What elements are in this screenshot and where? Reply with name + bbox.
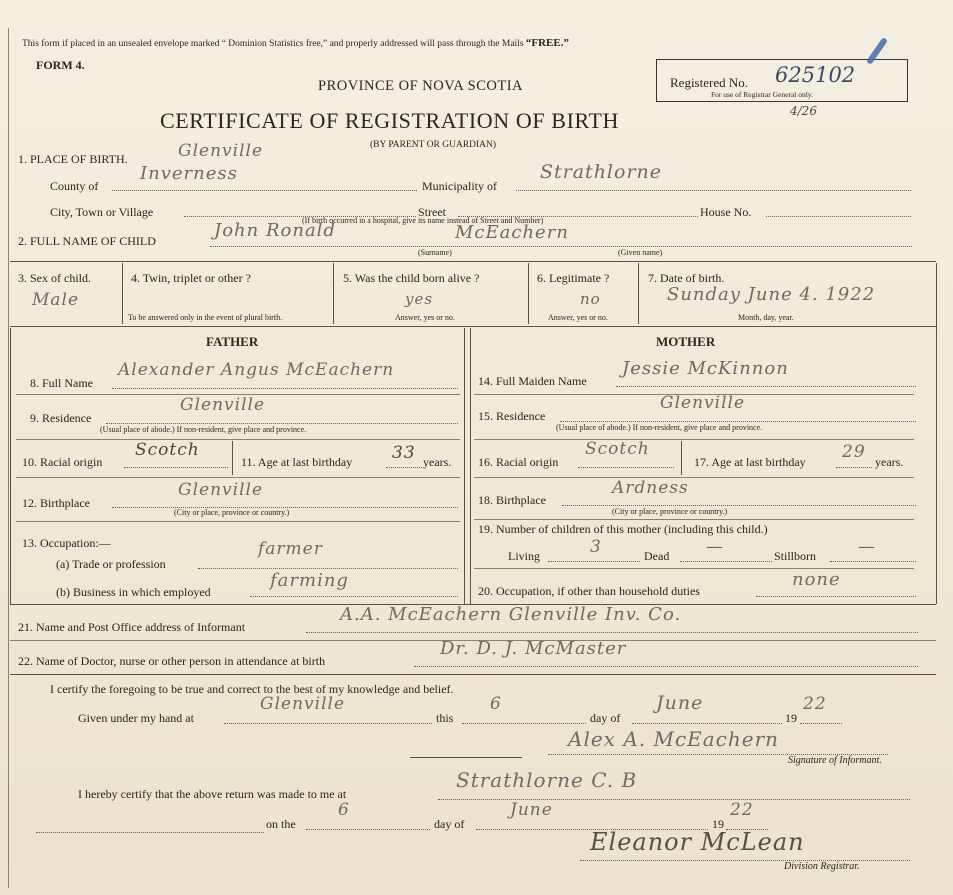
living-value: 3 xyxy=(590,537,602,557)
month-line xyxy=(632,723,782,724)
mother-birthplace-value: Ardness xyxy=(612,478,689,498)
mother-res-line xyxy=(560,421,916,422)
house-line xyxy=(766,216,911,217)
year-value: 22 xyxy=(803,694,827,714)
father-age-value: 33 xyxy=(392,443,416,463)
mother-birthplace-note: (City or place, province or country.) xyxy=(612,507,728,516)
rule xyxy=(16,477,460,478)
rule xyxy=(474,439,914,440)
mother-name-line xyxy=(616,386,916,387)
registrar-month-value: June xyxy=(510,800,553,820)
mother-racial-value: Scotch xyxy=(585,439,650,459)
trade-line xyxy=(198,568,458,569)
year-line xyxy=(800,723,842,724)
trade-value: farmer xyxy=(258,539,323,559)
sex-label: 3. Sex of child. xyxy=(18,271,91,285)
date-value: Sunday June 4. 1922 xyxy=(667,284,876,305)
mail-notice-text: This form if placed in an unsealed envelope marked “ Dominion Statistics free,” and properly addressed will pass through the Mails xyxy=(22,39,524,49)
legit-value: no xyxy=(580,290,601,308)
father-racial-value: Scotch xyxy=(135,440,200,460)
mother-name-value: Jessie McKinnon xyxy=(622,358,789,379)
registrar-signature: Eleanor McLean xyxy=(590,828,805,856)
father-name-label: 8. Full Name xyxy=(30,376,93,390)
father-birthplace-note: (City or place, province or country.) xyxy=(174,508,290,517)
registrar-day-line xyxy=(306,829,430,830)
sex-value: Male xyxy=(32,290,80,310)
hospital-note: (If birth occurred in a hospital, give its name instead of Street and Number) xyxy=(302,216,544,225)
father-age-label: 11. Age at last birthday xyxy=(241,455,353,469)
county-label: County of xyxy=(50,179,99,193)
registrar-place-line xyxy=(438,799,910,800)
informant-signature-label: Signature of Informant. xyxy=(788,755,882,766)
mother-res-note: (Usual place of abode.) If non-resident, give place and province. xyxy=(556,423,763,432)
divider xyxy=(333,263,334,324)
father-res-line xyxy=(106,423,458,424)
registrar-place-value: Strathlorne C. B xyxy=(456,768,638,792)
legit-label: 6. Legitimate ? xyxy=(537,271,610,285)
child-surname-value: McEachern xyxy=(455,222,569,243)
doctor-label: 22. Name of Doctor, nurse or other person in attendance at birth xyxy=(18,654,326,668)
alive-note: Answer, yes or no. xyxy=(395,313,455,322)
margin-mark: 4/26 xyxy=(790,104,817,118)
informant-signature: Alex A. McEachern xyxy=(568,727,780,751)
year-prefix: 19 xyxy=(785,711,797,725)
division-registrar-label: Division Registrar. xyxy=(784,861,860,872)
father-res-value: Glenville xyxy=(180,395,266,415)
father-racial-label: 10. Racial origin xyxy=(22,455,103,469)
father-res-label: 9. Residence xyxy=(30,411,92,425)
registrar-statement: I hereby certify that the above return was made to me at xyxy=(78,787,347,801)
date-note: Month, day, year. xyxy=(738,313,794,322)
mother-age-label: 17. Age at last birthday xyxy=(694,455,806,469)
mail-notice xyxy=(22,37,569,49)
living-label: Living xyxy=(508,549,540,563)
father-name-line xyxy=(112,388,458,389)
child-name-line xyxy=(210,246,912,247)
dead-line xyxy=(680,561,772,562)
registered-number: 625102 xyxy=(775,63,856,87)
doctor-value: Dr. D. J. McMaster xyxy=(440,638,627,659)
father-birthplace-label: 12. Birthplace xyxy=(22,496,90,510)
divider xyxy=(232,441,233,475)
mother-age-value: 29 xyxy=(842,442,866,462)
business-line xyxy=(250,596,458,597)
place-of-birth-label: 1. PLACE OF BIRTH. xyxy=(18,152,128,166)
informant-value: A.A. McEachern Glenville Inv. Co. xyxy=(340,604,682,625)
child-name-label: 2. FULL NAME OF CHILD xyxy=(18,234,156,248)
father-racial-line xyxy=(124,467,228,468)
alive-value: yes xyxy=(405,290,434,308)
certificate-subtitle: (BY PARENT OR GUARDIAN) xyxy=(370,140,497,150)
father-name-value: Alexander Angus McEachern xyxy=(118,360,395,380)
children-label: 19. Number of children of this mother (including this child.) xyxy=(478,522,768,536)
center-divider xyxy=(470,328,471,604)
row3-top-line xyxy=(10,261,936,262)
mother-res-label: 15. Residence xyxy=(478,409,546,423)
surname-note: (Surname) xyxy=(418,248,452,257)
day-of-label: day of xyxy=(590,711,621,725)
stillborn-line xyxy=(830,561,916,562)
business-label: (b) Business in which employed xyxy=(56,585,211,599)
short-separator xyxy=(410,757,522,758)
trade-label: (a) Trade or profession xyxy=(56,557,166,571)
month-value: June xyxy=(656,692,704,714)
row3-bottom-line xyxy=(10,326,936,327)
mother-name-label: 14. Full Maiden Name xyxy=(478,374,587,388)
divider xyxy=(638,263,639,324)
given-line xyxy=(224,723,432,724)
father-years-label: years. xyxy=(423,455,452,469)
registered-box xyxy=(656,59,908,102)
date-label: 7. Date of birth. xyxy=(648,271,725,285)
registered-label: Registered No. xyxy=(670,75,748,90)
rule xyxy=(474,477,914,478)
mother-occupation-label: 20. Occupation, if other than household duties xyxy=(478,584,700,598)
form-number: FORM 4. xyxy=(36,58,85,72)
alive-label: 5. Was the child born alive ? xyxy=(343,271,480,285)
divider xyxy=(528,263,529,324)
certificate-title: CERTIFICATE OF REGISTRATION OF BIRTH xyxy=(160,108,619,133)
informant-line xyxy=(306,632,918,633)
mother-occupation-line xyxy=(756,596,916,597)
municipality-value: Strathlorne xyxy=(540,161,663,183)
mother-res-value: Glenville xyxy=(660,393,746,413)
municipality-label: Municipality of xyxy=(422,179,497,193)
mother-age-line xyxy=(836,467,872,468)
on-the-label: on the xyxy=(266,817,296,831)
doctor-line xyxy=(414,666,918,667)
street-label: Street xyxy=(418,205,446,219)
registrar-day-value: 6 xyxy=(338,800,350,820)
place-of-birth-value: Glenville xyxy=(178,141,264,161)
business-value: farming xyxy=(270,570,349,591)
dead-value: — xyxy=(706,537,724,557)
registrar-year-value: 22 xyxy=(730,800,754,820)
informant-label: 21. Name and Post Office address of Informant xyxy=(18,620,246,634)
municipality-line xyxy=(516,190,911,191)
day-value: 6 xyxy=(490,694,502,714)
father-birthplace-value: Glenville xyxy=(178,480,264,500)
mother-years-label: years. xyxy=(875,455,904,469)
center-divider xyxy=(464,328,465,604)
dead-label: Dead xyxy=(644,549,670,563)
certification-statement: I certify the foregoing to be true and correct to the best of my knowledge and belief. xyxy=(50,682,454,696)
rule xyxy=(10,674,936,675)
county-line xyxy=(112,190,417,191)
father-heading: FATHER xyxy=(206,334,259,349)
given-note: (Given name) xyxy=(618,248,663,257)
given-label: Given under my hand at xyxy=(78,711,194,725)
mother-racial-label: 16. Racial origin xyxy=(478,455,559,469)
rule xyxy=(474,568,914,569)
house-label: House No. xyxy=(700,205,752,219)
living-line xyxy=(548,561,640,562)
mother-racial-line xyxy=(578,467,674,468)
father-age-line xyxy=(386,467,422,468)
mother-birthplace-line xyxy=(562,505,916,506)
mother-birthplace-label: 18. Birthplace xyxy=(478,493,546,507)
mail-free-text: “FREE.” xyxy=(525,37,569,49)
mother-occupation-value: none xyxy=(792,569,841,590)
twin-note: To be answered only in the event of plural birth. xyxy=(128,313,283,322)
left-border xyxy=(10,328,11,604)
father-occupation-label: 13. Occupation:— xyxy=(22,536,111,550)
city-label: City, Town or Village xyxy=(50,205,154,219)
province-title: PROVINCE OF NOVA SCOTIA xyxy=(318,78,523,94)
registrar-day-of-label: day of xyxy=(434,817,465,831)
stillborn-label: Stillborn xyxy=(774,549,817,563)
day-line xyxy=(462,723,586,724)
this-label: this xyxy=(436,711,454,725)
rule xyxy=(16,439,460,440)
given-place-value: Glenville xyxy=(260,694,346,714)
registrar-leader-line xyxy=(36,832,264,833)
twin-label: 4. Twin, triplet or other ? xyxy=(131,271,251,285)
father-res-note: (Usual place of abode.) If non-resident, give place and province. xyxy=(100,425,307,434)
registrar-year-prefix: 19 xyxy=(712,817,724,831)
rule xyxy=(16,521,460,522)
rule xyxy=(474,519,914,520)
child-given-value: John Ronald xyxy=(214,220,336,241)
divider xyxy=(681,441,682,475)
legit-note: Answer, yes or no. xyxy=(548,313,608,322)
page-edge xyxy=(8,28,9,888)
stillborn-value: — xyxy=(858,537,876,557)
county-value: Inverness xyxy=(140,163,238,184)
registrar-signature-line xyxy=(580,860,910,861)
right-border xyxy=(936,263,937,604)
registrar-note: For use of Registrar General only. xyxy=(711,90,813,99)
mother-heading: MOTHER xyxy=(656,334,716,349)
divider xyxy=(122,263,123,324)
